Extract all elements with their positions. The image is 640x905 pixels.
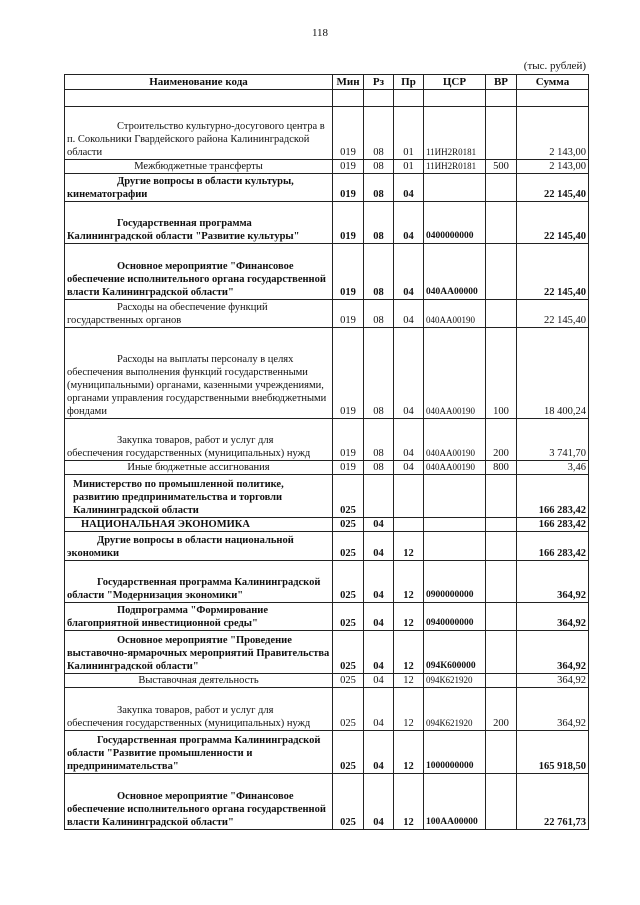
table-row	[65, 300, 589, 328]
cell-sum: 22 145,40	[517, 202, 589, 244]
cell-min: 025	[333, 774, 364, 830]
cell-sum: 166 283,42	[517, 475, 589, 518]
cell-rz: 04	[364, 603, 394, 631]
cell-pr: 12	[394, 731, 424, 774]
cell-rz: 08	[364, 174, 394, 202]
cell-name: Иные бюджетные ассигнования	[65, 461, 333, 475]
cell-min: 025	[333, 518, 364, 532]
cell-csr: 040АА00190	[424, 328, 486, 419]
cell-csr: 094К621920	[424, 674, 486, 688]
cell-min: 019	[333, 419, 364, 461]
cell-sum: 364,92	[517, 688, 589, 731]
cell-csr: 0900000000	[424, 561, 486, 603]
header-name: Наименование кода	[65, 75, 333, 90]
header-sum: Сумма	[517, 75, 589, 90]
cell-csr: 040АА00190	[424, 419, 486, 461]
cell-name: НАЦИОНАЛЬНАЯ ЭКОНОМИКА	[65, 518, 333, 532]
cell-csr: 100АА00000	[424, 774, 486, 830]
cell-csr: 11ИН2R0181	[424, 107, 486, 160]
cell-sum: 364,92	[517, 603, 589, 631]
cell-csr	[424, 475, 486, 518]
cell-rz: 08	[364, 160, 394, 174]
table-row	[65, 107, 589, 160]
cell-rz: 08	[364, 202, 394, 244]
table-row	[65, 328, 589, 419]
cell-min: 019	[333, 461, 364, 475]
cell-min: 019	[333, 160, 364, 174]
cell-sum: 165 918,50	[517, 731, 589, 774]
cell-name: Другие вопросы в области национальной экономики	[65, 532, 333, 561]
header-vr: ВР	[486, 75, 517, 90]
cell-pr: 01	[394, 107, 424, 160]
table-row	[65, 244, 589, 300]
cell-rz: 04	[364, 674, 394, 688]
table-row	[65, 774, 589, 830]
cell-min: 019	[333, 244, 364, 300]
table-row	[65, 561, 589, 603]
cell-min: 019	[333, 300, 364, 328]
cell-name: Закупка товаров, работ и услуг для обеспечения государственных (муниципальных) нужд	[65, 688, 333, 731]
cell-vr	[486, 674, 517, 688]
units-label: (тыс. рублей)	[523, 60, 586, 72]
cell-vr	[486, 244, 517, 300]
cell-vr	[486, 774, 517, 830]
table-header-row	[65, 75, 589, 90]
table-row	[65, 731, 589, 774]
cell-vr	[486, 174, 517, 202]
cell-pr: 01	[394, 160, 424, 174]
cell-csr: 0940000000	[424, 603, 486, 631]
cell-pr: 04	[394, 419, 424, 461]
cell-vr	[486, 518, 517, 532]
cell-min: 025	[333, 731, 364, 774]
header-pr: Пр	[394, 75, 424, 90]
table-row	[65, 631, 589, 674]
cell-csr: 094К600000	[424, 631, 486, 674]
cell-csr: 1000000000	[424, 731, 486, 774]
table-row	[65, 419, 589, 461]
page-number: 118	[311, 27, 329, 39]
cell-pr: 04	[394, 244, 424, 300]
cell-csr	[424, 174, 486, 202]
cell-name: Расходы на обеспечение функций государственных органов	[65, 300, 333, 328]
cell-pr	[394, 90, 424, 107]
cell-rz: 08	[364, 461, 394, 475]
cell-csr: 040АА00190	[424, 300, 486, 328]
cell-csr	[424, 532, 486, 561]
cell-csr: 040АА00190	[424, 461, 486, 475]
cell-sum: 2 143,00	[517, 107, 589, 160]
cell-sum: 18 400,24	[517, 328, 589, 419]
cell-csr: 040АА00000	[424, 244, 486, 300]
cell-vr: 100	[486, 328, 517, 419]
cell-min: 025	[333, 561, 364, 603]
cell-name: Государственная программа Калининградской области "Развитие культуры"	[65, 202, 333, 244]
budget-table	[64, 74, 589, 830]
cell-rz: 08	[364, 107, 394, 160]
cell-pr: 04	[394, 328, 424, 419]
cell-min: 025	[333, 475, 364, 518]
cell-name	[65, 90, 333, 107]
cell-sum: 3,46	[517, 461, 589, 475]
cell-sum: 22 145,40	[517, 174, 589, 202]
cell-csr	[424, 90, 486, 107]
cell-sum: 364,92	[517, 631, 589, 674]
cell-rz	[364, 90, 394, 107]
table-row	[65, 475, 589, 518]
cell-pr: 12	[394, 532, 424, 561]
cell-pr: 12	[394, 674, 424, 688]
cell-name: Выставочная деятельность	[65, 674, 333, 688]
cell-pr: 04	[394, 461, 424, 475]
cell-name: Основное мероприятие "Проведение выставочно-ярмарочных мероприятий Правительства Калининградской области"	[65, 631, 333, 674]
cell-sum: 22 145,40	[517, 300, 589, 328]
cell-pr: 12	[394, 631, 424, 674]
cell-min: 025	[333, 603, 364, 631]
header-csr: ЦСР	[424, 75, 486, 90]
cell-name: Основное мероприятие "Финансовое обеспечение исполнительного органа государственной власти Калининградской области"	[65, 244, 333, 300]
table-row	[65, 532, 589, 561]
cell-min: 025	[333, 631, 364, 674]
cell-name: Расходы на выплаты персоналу в целях обеспечения выполнения функций государственными (муниципальными) органами, казенными учреждениями, органами управления государственными внебюджетными фондами	[65, 328, 333, 419]
cell-name: Министерство по промышленной политике, развитию предпринимательства и торговли Калининградской области	[65, 475, 333, 518]
header-min: Мин	[333, 75, 364, 90]
cell-vr	[486, 90, 517, 107]
cell-sum: 364,92	[517, 561, 589, 603]
cell-rz: 08	[364, 244, 394, 300]
cell-min: 019	[333, 328, 364, 419]
table-row	[65, 461, 589, 475]
cell-min: 025	[333, 532, 364, 561]
header-rz: Рз	[364, 75, 394, 90]
cell-rz: 04	[364, 561, 394, 603]
table-row	[65, 603, 589, 631]
table-row	[65, 674, 589, 688]
cell-name: Строительство культурно-досугового центра в п. Сокольники Гвардейского района Калининградской области	[65, 107, 333, 160]
cell-rz: 04	[364, 532, 394, 561]
cell-sum: 3 741,70	[517, 419, 589, 461]
cell-csr: 094К621920	[424, 688, 486, 731]
cell-pr	[394, 518, 424, 532]
cell-pr: 04	[394, 174, 424, 202]
cell-vr: 500	[486, 160, 517, 174]
cell-pr	[394, 475, 424, 518]
cell-name: Подпрограмма "Формирование благоприятной инвестиционной среды"	[65, 603, 333, 631]
cell-sum: 2 143,00	[517, 160, 589, 174]
cell-rz: 08	[364, 300, 394, 328]
cell-vr	[486, 107, 517, 160]
cell-name: Межбюджетные трансферты	[65, 160, 333, 174]
cell-rz: 04	[364, 731, 394, 774]
table-row	[65, 90, 589, 107]
cell-vr	[486, 631, 517, 674]
cell-name: Государственная программа Калининградской области "Развитие промышленности и предпринимательства"	[65, 731, 333, 774]
cell-min	[333, 90, 364, 107]
cell-csr: 0400000000	[424, 202, 486, 244]
cell-sum: 364,92	[517, 674, 589, 688]
cell-vr: 200	[486, 688, 517, 731]
cell-sum: 166 283,42	[517, 518, 589, 532]
table-row	[65, 174, 589, 202]
cell-name: Другие вопросы в области культуры, кинематографии	[65, 174, 333, 202]
cell-vr	[486, 202, 517, 244]
cell-vr	[486, 731, 517, 774]
table-row	[65, 160, 589, 174]
cell-min: 025	[333, 674, 364, 688]
cell-vr	[486, 300, 517, 328]
cell-rz	[364, 475, 394, 518]
cell-vr	[486, 603, 517, 631]
cell-sum: 22 145,40	[517, 244, 589, 300]
cell-rz: 04	[364, 688, 394, 731]
cell-rz: 08	[364, 328, 394, 419]
cell-sum	[517, 90, 589, 107]
table-row	[65, 202, 589, 244]
cell-pr: 12	[394, 688, 424, 731]
cell-pr: 04	[394, 300, 424, 328]
cell-pr: 12	[394, 561, 424, 603]
cell-vr	[486, 561, 517, 603]
cell-vr: 800	[486, 461, 517, 475]
cell-min: 019	[333, 107, 364, 160]
cell-rz: 04	[364, 518, 394, 532]
cell-pr: 04	[394, 202, 424, 244]
cell-rz: 04	[364, 774, 394, 830]
cell-name: Закупка товаров, работ и услуг для обеспечения государственных (муниципальных) нужд	[65, 419, 333, 461]
cell-rz: 04	[364, 631, 394, 674]
cell-vr	[486, 532, 517, 561]
cell-vr: 200	[486, 419, 517, 461]
table-row	[65, 518, 589, 532]
cell-min: 019	[333, 174, 364, 202]
cell-csr	[424, 518, 486, 532]
table-row	[65, 688, 589, 731]
cell-min: 019	[333, 202, 364, 244]
cell-pr: 12	[394, 603, 424, 631]
cell-name: Государственная программа Калининградской области "Модернизация экономики"	[65, 561, 333, 603]
cell-sum: 166 283,42	[517, 532, 589, 561]
cell-min: 025	[333, 688, 364, 731]
cell-rz: 08	[364, 419, 394, 461]
cell-vr	[486, 475, 517, 518]
cell-pr: 12	[394, 774, 424, 830]
cell-sum: 22 761,73	[517, 774, 589, 830]
cell-csr: 11ИН2R0181	[424, 160, 486, 174]
cell-name: Основное мероприятие "Финансовое обеспечение исполнительного органа государственной власти Калининградской области"	[65, 774, 333, 830]
